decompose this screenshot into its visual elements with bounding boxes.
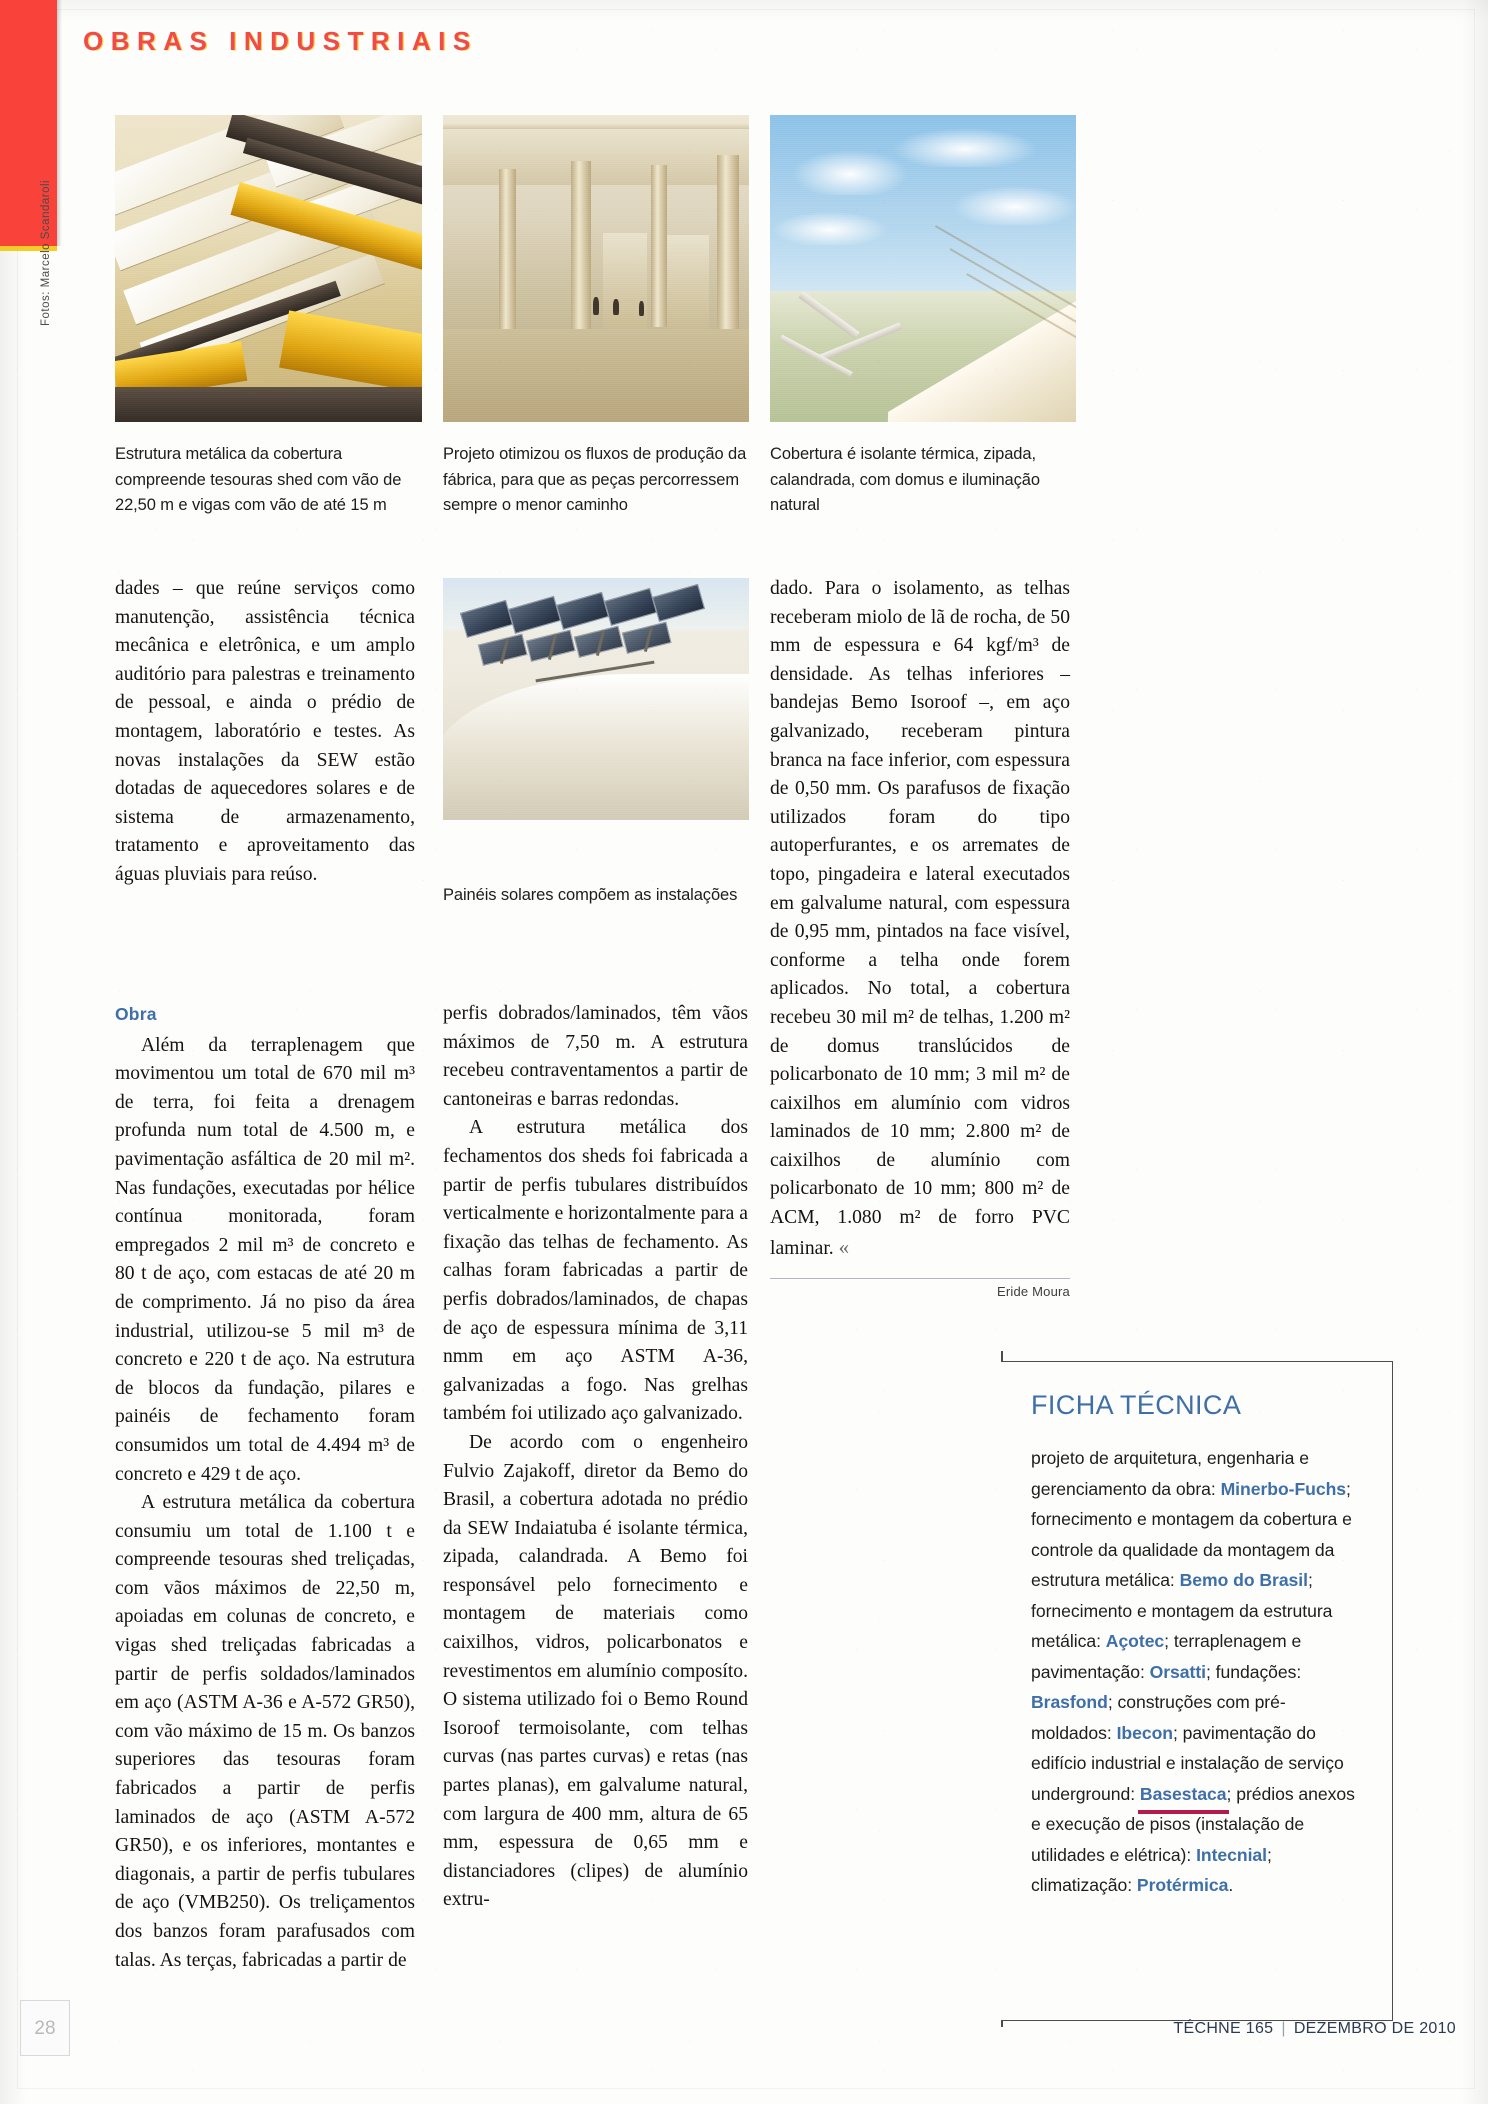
ficha-tecnica-box (1001, 1361, 1393, 2021)
ficha-company-name: Minerbo-Fuchs (1220, 1478, 1347, 1499)
ficha-company-name (1140, 1784, 1227, 1804)
body-column-1-bottom (115, 1000, 415, 1975)
photo-roof-sky (770, 115, 1076, 422)
ficha-label: ; prédios anexos e execução de pisos (instalação de utilidades e elétrica): (1031, 1783, 1355, 1865)
paragraph: De acordo com o engenheiro Fulvio Zajakoff, diretor da Bemo do Brasil, a cobertura adotada no prédio da SEW Indaiatuba é isolante térmica, zipada, calandrada. A Bemo foi responsável pelo fornecimento e montagem de materiais como caixilhos, vidros, policarbonatos e revestimentos em alumínio composíto. O sistema utilizado foi o Bemo Round Isoroof termoisolante, com telhas curvas (nas partes curvas) e retas (nas partes planas), em galvalume natural, com largura de 400 mm, altura de 65 mm, espessura de 0,65 mm e distanciadores (clipes) de alumínio extru- (443, 1431, 748, 1911)
section-kicker: OBRAS INDUSTRIAIS (83, 26, 478, 56)
section-color-tab-edge (57, 0, 62, 246)
body-column-3 (770, 575, 1070, 1263)
byline-divider (770, 1278, 1070, 1279)
ficha-label: projeto de arquitetura, engenharia e gerenciamento da obra: (1031, 1448, 1309, 1499)
paragraph-text: dado. Para o isolamento, as telhas receberam miolo de lã de rocha, de 50 mm de espessura e 64 kgf/m³ de densidade. As telhas inferiores – bandejas Bemo Isoroof –, em aço galvanizado, receberam pintura branca na face inferior, com espessura de 0,50 mm. Os parafusos de fixação utilizados foram do tipo autoperfurantes, e os arremates de topo, pingadeira e lateral executados em galvalume natural, com espessura de 0,95 mm, pintados na face visível, conforme a telha onde forem aplicados. No total, a cobertura recebeu 30 mil m² de telhas, 1.200 m² de domus translúcidos de policarbonato de 10 mm; 3 mil m² de caixilhos em alumínio com vidros laminados de 10 mm; 2.800 m² de caixilhos de alumínio com policarbonato de 10 mm; 800 m² de ACM, 1.080 m² de forro PVC laminar. (770, 578, 1070, 1259)
paragraph: perfis dobrados/laminados, têm vãos máximos de 7,50 m. A estrutura recebeu contraventamentos a partir de cantoneiras e barras redondas. (443, 1003, 748, 1110)
ficha-company-name: Ibecon (1116, 1722, 1173, 1743)
ficha-tecnica-body (1031, 1443, 1366, 1901)
end-of-article-mark: « (838, 1234, 850, 1259)
caption-photo-1: Estrutura metálica da cobertura compreende tesouras shed com vão de 22,50 m e vigas com vão de até 15 m (115, 445, 402, 514)
photo-solar-panels (443, 578, 749, 820)
photo-factory-floor (443, 115, 749, 422)
ficha-label: ; terraplenagem e pavimentação: (1031, 1631, 1302, 1682)
issue-date: DEZEMBRO DE 2010 (1293, 2020, 1456, 2037)
body-column-1-top (115, 575, 415, 890)
photo-factory-interior-crane (115, 115, 422, 422)
subhead-obra: Obra (115, 1004, 157, 1024)
paragraph: dades – que reúne serviços como manutenção, assistência técnica mecânica e eletrônica, e um amplo auditório para palestras e treinamento de pessoal, e ainda o prédio de montagem, laboratório e testes. As novas instalações da SEW estão dotadas de aquecedores solares e de sistema de armazenamento, tratamento e aproveitamento das águas pluviais para reúso. (115, 578, 415, 885)
highlighted-company-name: Basestaca (1140, 1779, 1227, 1810)
paragraph: A estrutura metálica da cobertura consumiu um total de 1.100 t e compreende tesouras shed treliçadas, com vãos máximos de 22,50 m, apoiadas em colunas de concreto, e vigas shed treliçadas fabricadas a partir de perfis soldados/laminados em aço (ASTM A-36 e A-572 GR50), com vão máximo de 15 m. Os banzos superiores das tesouras foram fabricados a partir de perfis laminados de aço (ASTM A-572 GR50), e os inferiores, montantes e diagonais, a partir de perfis tubulares de aço (VMB250). Os treliçamentos dos banzos foram parafusados com talas. As terças, fabricadas a partir de (115, 1492, 415, 1971)
paragraph: Além da terraplenagem que movimentou um total de 670 mil m³ de terra, foi feita a drenagem profunda num total de 4.500 m, e pavimentação asfáltica de 20 mil m². Nas fundações, executadas por hélice contínua monitorada, foram empregados 2 mil m³ de concreto e 80 t de aço, com estacas de até 20 m de comprimento. Já no piso da área industrial, utilizou-se 5 mil m³ de concreto e 220 t de aço. Na estrutura de blocos da fundação, pilares e painéis de fechamento foram consumidos um total de 4.494 m³ de concreto e 429 t de aço. (115, 1034, 415, 1485)
page-number: 28 (34, 2018, 56, 2039)
ficha-company-name: Protérmica (1136, 1875, 1229, 1895)
ficha-label: . (1228, 1875, 1234, 1895)
paragraph (770, 575, 1070, 1263)
paragraph: A estrutura metálica dos fechamentos dos sheds foi fabricada a partir de perfis tubulares distribuídos verticalmente e horizontalmente para a fixação das telhas de fechamento. As calhas foram fabricadas a partir de perfis dobrados/laminados, de chapas de aço de espessura mínima de 3,11 nmm em aço ASTM A-36, galvanizadas a fogo. Nas grelhas também foi utilizado aço galvanizado. (443, 1117, 748, 1425)
photo-credit: Fotos: Marcelo Scandaroli (40, 179, 52, 326)
ficha-tecnica-title: FICHA TÉCNICA (1031, 1390, 1242, 1420)
ficha-company-name: Intecnial (1196, 1844, 1267, 1865)
ficha-label: ; fornecimento e montagem da estrutura metálica: (1031, 1570, 1333, 1651)
ficha-company-name: Bemo do Brasil (1179, 1570, 1308, 1590)
body-column-2 (443, 1000, 748, 1915)
ficha-label: ; fornecimento e montagem da cobertura e controle da qualidade da montagem da estrutura metálica: (1031, 1478, 1352, 1590)
magazine-name: TÉCHNE 165 (1173, 2020, 1274, 2037)
caption-photo-2: Projeto otimizou os fluxos de produção da fábrica, para que as peças percorressem sempre o menor caminho (443, 445, 747, 514)
article-byline: Eride Moura (996, 1284, 1070, 1299)
ficha-company-name: Brasfond (1031, 1692, 1108, 1712)
ficha-company-name: Açotec (1105, 1631, 1165, 1651)
caption-photo-3: Cobertura é isolante térmica, zipada, calandrada, com domus e iluminação natural (770, 445, 1040, 514)
ficha-label: ; pavimentação do edifício industrial e instalação de serviço underground: (1031, 1722, 1344, 1804)
footer-separator: | (1281, 2020, 1286, 2037)
ficha-label: ; climatização: (1031, 1844, 1272, 1895)
ficha-label: ; fundações: (1205, 1661, 1302, 1682)
footer-imprint (1173, 2020, 1456, 2038)
caption-photo-4: Painéis solares compõem as instalações (443, 886, 738, 904)
ficha-company-name: Orsatti (1149, 1661, 1206, 1682)
ficha-label: ; construções com pré-moldados: (1031, 1692, 1286, 1743)
